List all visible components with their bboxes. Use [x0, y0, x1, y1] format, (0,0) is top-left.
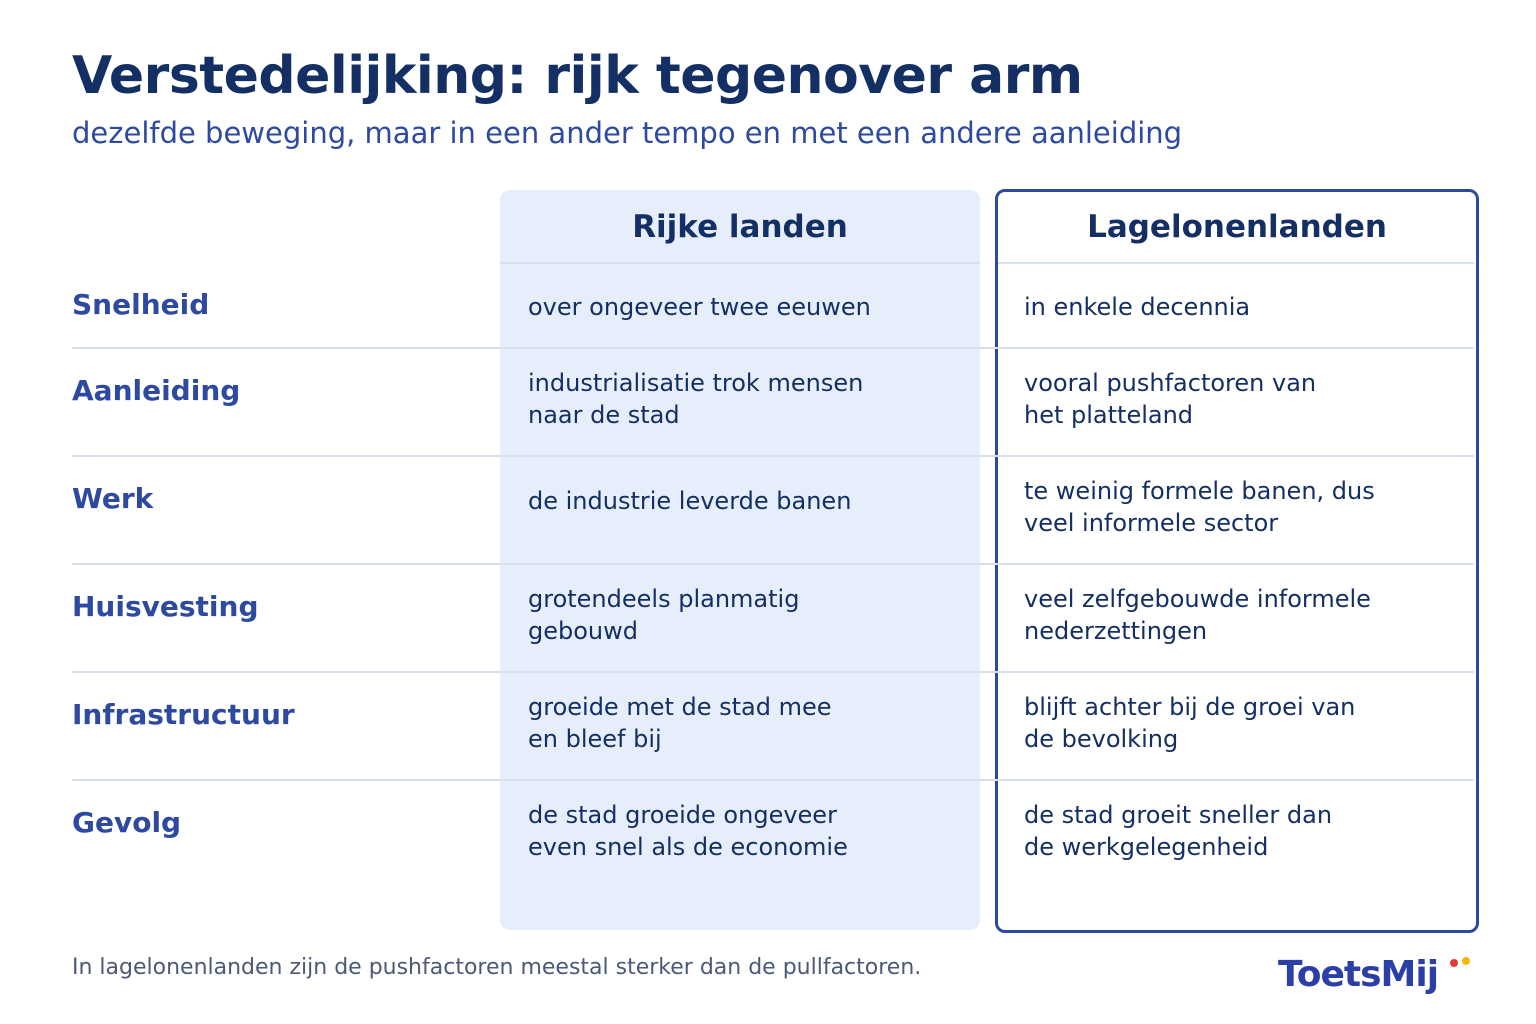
column-header-rich: Rijke landen: [632, 209, 848, 245]
page-subtitle: dezelfde beweging, maar in een ander tempo en met een andere aanleiding: [72, 116, 1183, 150]
cell-rich-huisvesting: grotendeels planmatig gebouwd: [528, 585, 800, 645]
header-divider-rich: [500, 262, 980, 264]
cell-rich-gevolg: de stad groeide ongeveer even snel als de economie: [528, 801, 848, 861]
row-divider: [72, 779, 1474, 781]
row-label-snelheid: Snelheid: [72, 288, 210, 321]
footnote: In lagelonenlanden zijn de pushfactoren meestal sterker dan de pullfactoren.: [72, 955, 922, 980]
cell-low-huisvesting: veel zelfgebouwde informele nederzettingen: [1024, 585, 1371, 645]
cell-low-gevolg: de stad groeit sneller dan de werkgelegenheid: [1024, 801, 1333, 861]
cell-rich-aanleiding: industrialisatie trok mensen naar de stad: [528, 369, 864, 429]
row-divider: [72, 563, 1474, 565]
cell-rich-snelheid: over ongeveer twee eeuwen: [528, 293, 871, 321]
column-header-low-wage: Lagelonenlanden: [1087, 209, 1387, 245]
cell-low-snelheid: in enkele decennia: [1024, 293, 1251, 321]
row-label-huisvesting: Huisvesting: [72, 590, 259, 623]
row-divider: [72, 347, 1474, 349]
row-divider: [72, 671, 1474, 673]
header-divider-low: [998, 262, 1474, 264]
page-title: Verstedelijking: rijk tegenover arm: [72, 46, 1083, 106]
cell-low-infrastructuur: blijft achter bij de groei van de bevolking: [1024, 693, 1356, 753]
row-label-aanleiding: Aanleiding: [72, 374, 241, 407]
toetsmij-logo: ToetsMij: [1278, 954, 1439, 995]
row-label-infrastructuur: Infrastructuur: [72, 698, 295, 731]
cell-rich-infrastructuur: groeide met de stad mee en bleef bij: [528, 693, 832, 753]
row-divider: [72, 455, 1474, 457]
cell-rich-werk: de industrie leverde banen: [528, 487, 852, 515]
row-label-werk: Werk: [72, 482, 154, 515]
cell-low-aanleiding: vooral pushfactoren van het platteland: [1024, 369, 1317, 429]
cell-low-werk: te weinig formele banen, dus veel informele sector: [1024, 477, 1375, 537]
row-label-gevolg: Gevolg: [72, 806, 182, 839]
logo-dot-yellow: [1462, 957, 1470, 965]
logo-dot-red: [1450, 959, 1458, 967]
